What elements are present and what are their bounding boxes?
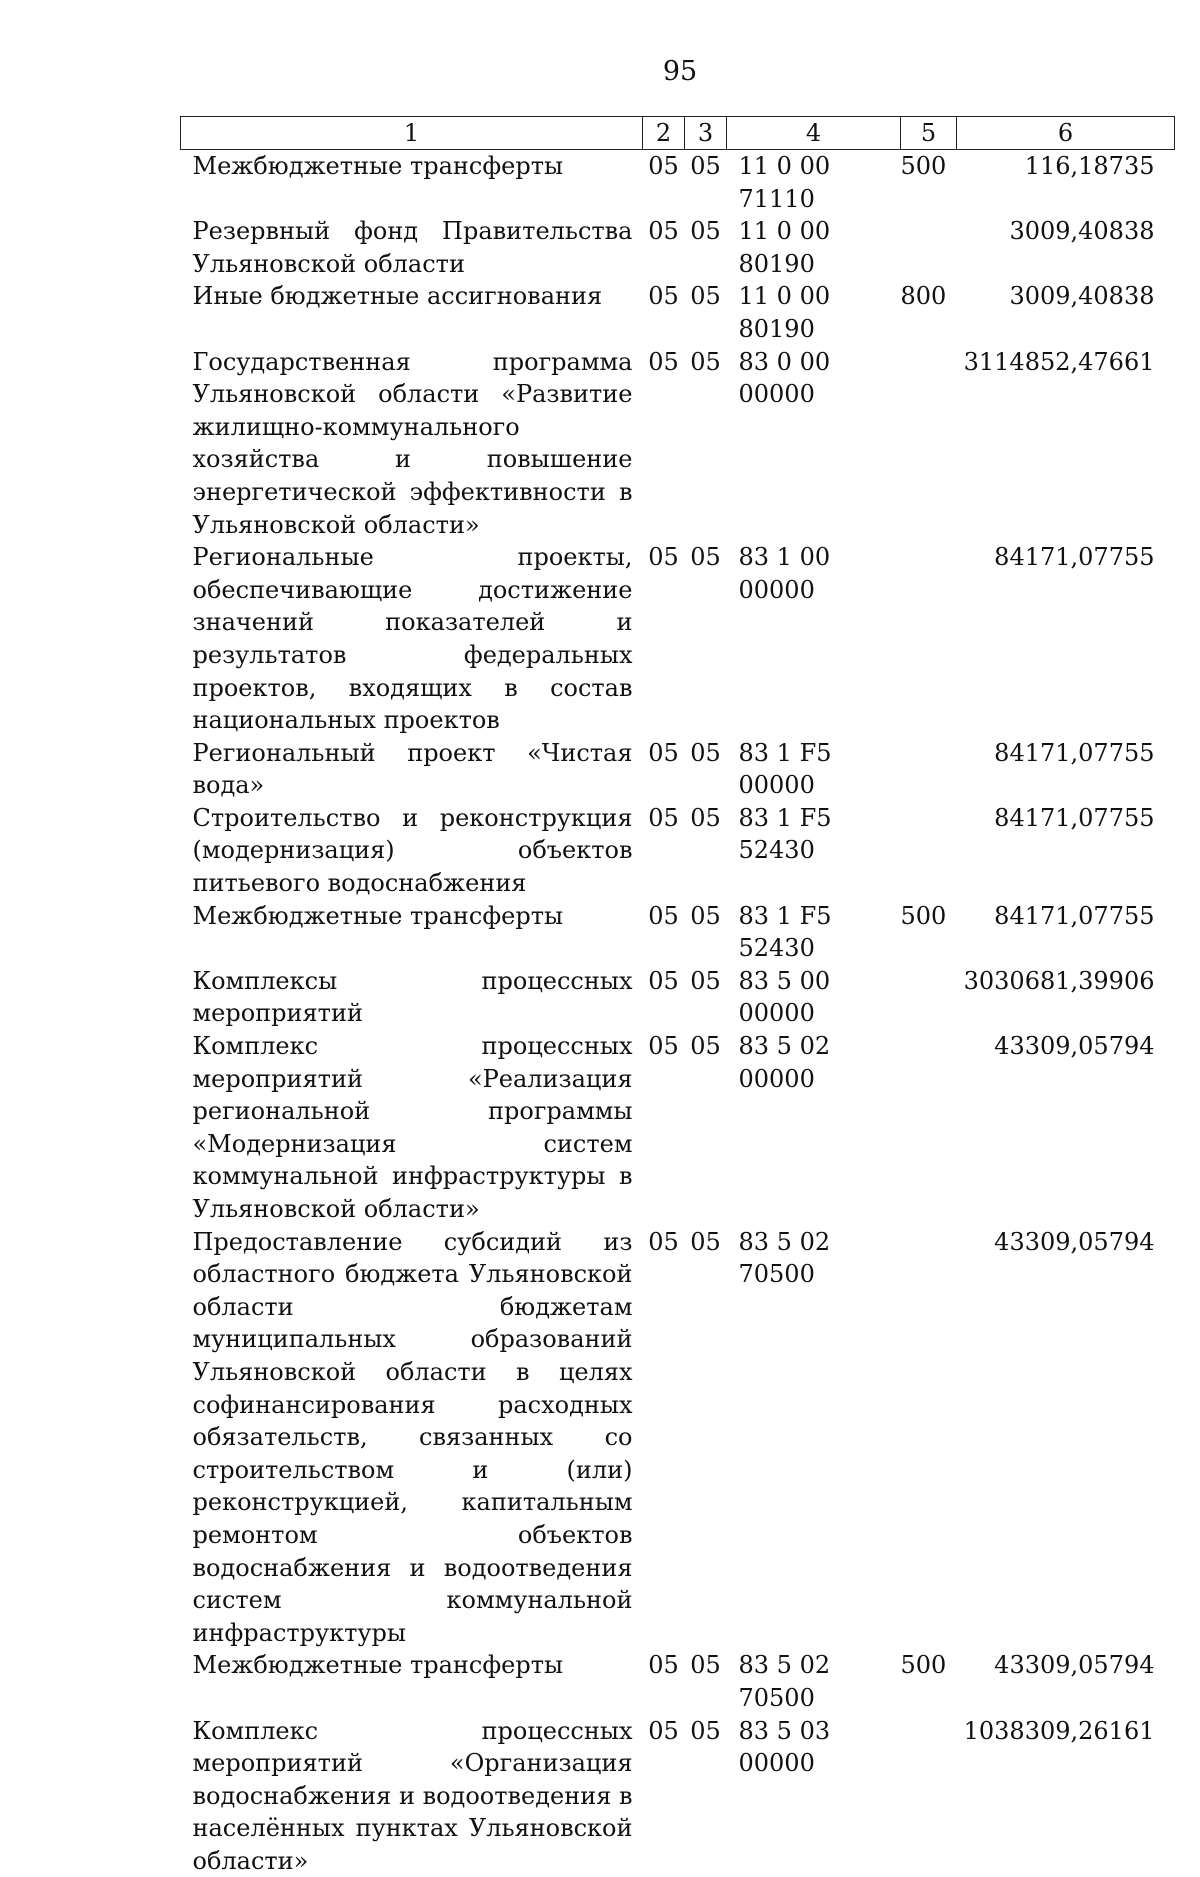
- row-subsection: 05: [685, 900, 727, 965]
- table-row: [181, 1030, 1175, 1226]
- row-target-code: 83 5 02 70500: [727, 1226, 901, 1650]
- row-amount: 43309,05794: [957, 1030, 1175, 1226]
- row-section: 05: [643, 900, 685, 965]
- header-col-2: 2: [643, 117, 685, 150]
- row-subsection: 05: [685, 280, 727, 345]
- row-amount: 3009,40838: [957, 280, 1175, 345]
- row-name: Предоставление субсидий из областного бюджета Ульяновской области бюджетам муниципальных образований Ульяновской области в целях софинансирования расходных обязательств, связанных со строительством и (или) реконструкцией, капитальным ремонтом объектов водоснабжения и водоотведения систем коммунальной инфраструктуры: [181, 1226, 643, 1650]
- row-target-code: 11 0 00 80190: [727, 280, 901, 345]
- row-name: Комплекс процессных мероприятий «Организация водоснабжения и водоотведения в населённых пунктах Ульяновской области»: [181, 1715, 643, 1877]
- row-expense-type: [901, 346, 957, 542]
- row-amount: 84171,07755: [957, 900, 1175, 965]
- table-header-row: [181, 117, 1175, 150]
- row-target-code: 83 1 F5 00000: [727, 737, 901, 802]
- table-row: [181, 737, 1175, 802]
- header-col-5: 5: [901, 117, 957, 150]
- row-amount: 84171,07755: [957, 737, 1175, 802]
- row-name: Комплекс процессных мероприятий «Реализация региональной программы «Модернизация систем коммунальной инфраструктуры в Ульяновской области»: [181, 1030, 643, 1226]
- row-section: 05: [643, 1030, 685, 1226]
- row-name: Государственная программа Ульяновской области «Развитие жилищно-коммунального хозяйства и повышение энергетической эффективности в Ульяновской области»: [181, 346, 643, 542]
- row-target-code: 83 5 00 00000: [727, 965, 901, 1030]
- header-col-3: 3: [685, 117, 727, 150]
- row-name: Строительство и реконструкция (модернизация) объектов питьевого водоснабжения: [181, 802, 643, 900]
- table-row: [181, 965, 1175, 1030]
- table-row: [181, 802, 1175, 900]
- row-expense-type: [901, 965, 957, 1030]
- row-name: Межбюджетные трансферты: [181, 150, 643, 216]
- table-row: [181, 150, 1175, 216]
- row-target-code: 83 5 02 00000: [727, 1030, 901, 1226]
- row-name: Региональный проект «Чистая вода»: [181, 737, 643, 802]
- row-name: Межбюджетные трансферты: [181, 1649, 643, 1714]
- row-amount: 84171,07755: [957, 802, 1175, 900]
- row-expense-type: [901, 1030, 957, 1226]
- row-name: Иные бюджетные ассигнования: [181, 280, 643, 345]
- row-target-code: 83 1 F5 52430: [727, 900, 901, 965]
- budget-table: [180, 116, 1175, 1877]
- row-amount: 3114852,47661: [957, 346, 1175, 542]
- table-row: [181, 1226, 1175, 1650]
- row-expense-type: [901, 215, 957, 280]
- row-name: Резервный фонд Правительства Ульяновской области: [181, 215, 643, 280]
- row-amount: 1038309,26161: [957, 1715, 1175, 1877]
- row-subsection: 05: [685, 737, 727, 802]
- row-section: 05: [643, 280, 685, 345]
- row-expense-type: [901, 1715, 957, 1877]
- table-row: [181, 346, 1175, 542]
- row-section: 05: [643, 1715, 685, 1877]
- table-row: [181, 541, 1175, 737]
- row-amount: 3030681,39906: [957, 965, 1175, 1030]
- row-amount: 43309,05794: [957, 1226, 1175, 1650]
- row-expense-type: 800: [901, 280, 957, 345]
- row-expense-type: [901, 737, 957, 802]
- row-section: 05: [643, 150, 685, 216]
- row-amount: 43309,05794: [957, 1649, 1175, 1714]
- row-expense-type: [901, 1226, 957, 1650]
- header-col-1: 1: [181, 117, 643, 150]
- row-subsection: 05: [685, 150, 727, 216]
- table-body: [181, 150, 1175, 1877]
- table-row: [181, 900, 1175, 965]
- row-name: Комплексы процессных мероприятий: [181, 965, 643, 1030]
- row-target-code: 11 0 00 71110: [727, 150, 901, 216]
- row-target-code: 83 1 F5 52430: [727, 802, 901, 900]
- row-expense-type: [901, 802, 957, 900]
- row-expense-type: [901, 541, 957, 737]
- row-target-code: 83 0 00 00000: [727, 346, 901, 542]
- row-section: 05: [643, 346, 685, 542]
- row-target-code: 11 0 00 80190: [727, 215, 901, 280]
- row-amount: 3009,40838: [957, 215, 1175, 280]
- table-row: [181, 1649, 1175, 1714]
- row-name: Региональные проекты, обеспечивающие достижение значений показателей и результатов федеральных проектов, входящих в состав национальных проектов: [181, 541, 643, 737]
- row-subsection: 05: [685, 1715, 727, 1877]
- row-subsection: 05: [685, 346, 727, 542]
- row-name: Межбюджетные трансферты: [181, 900, 643, 965]
- table-row: [181, 215, 1175, 280]
- row-section: 05: [643, 802, 685, 900]
- row-subsection: 05: [685, 215, 727, 280]
- row-amount: 84171,07755: [957, 541, 1175, 737]
- row-subsection: 05: [685, 802, 727, 900]
- header-col-6: 6: [957, 117, 1175, 150]
- header-col-4: 4: [727, 117, 901, 150]
- row-section: 05: [643, 965, 685, 1030]
- row-amount: 116,18735: [957, 150, 1175, 216]
- row-expense-type: 500: [901, 150, 957, 216]
- row-target-code: 83 5 03 00000: [727, 1715, 901, 1877]
- row-subsection: 05: [685, 965, 727, 1030]
- row-section: 05: [643, 1649, 685, 1714]
- row-expense-type: 500: [901, 900, 957, 965]
- table-row: [181, 280, 1175, 345]
- page-number: 95: [0, 56, 1200, 87]
- row-section: 05: [643, 541, 685, 737]
- row-subsection: 05: [685, 541, 727, 737]
- table-row: [181, 1715, 1175, 1877]
- row-subsection: 05: [685, 1226, 727, 1650]
- row-section: 05: [643, 215, 685, 280]
- row-expense-type: 500: [901, 1649, 957, 1714]
- row-section: 05: [643, 737, 685, 802]
- row-target-code: 83 1 00 00000: [727, 541, 901, 737]
- row-target-code: 83 5 02 70500: [727, 1649, 901, 1714]
- row-subsection: 05: [685, 1030, 727, 1226]
- row-section: 05: [643, 1226, 685, 1650]
- row-subsection: 05: [685, 1649, 727, 1714]
